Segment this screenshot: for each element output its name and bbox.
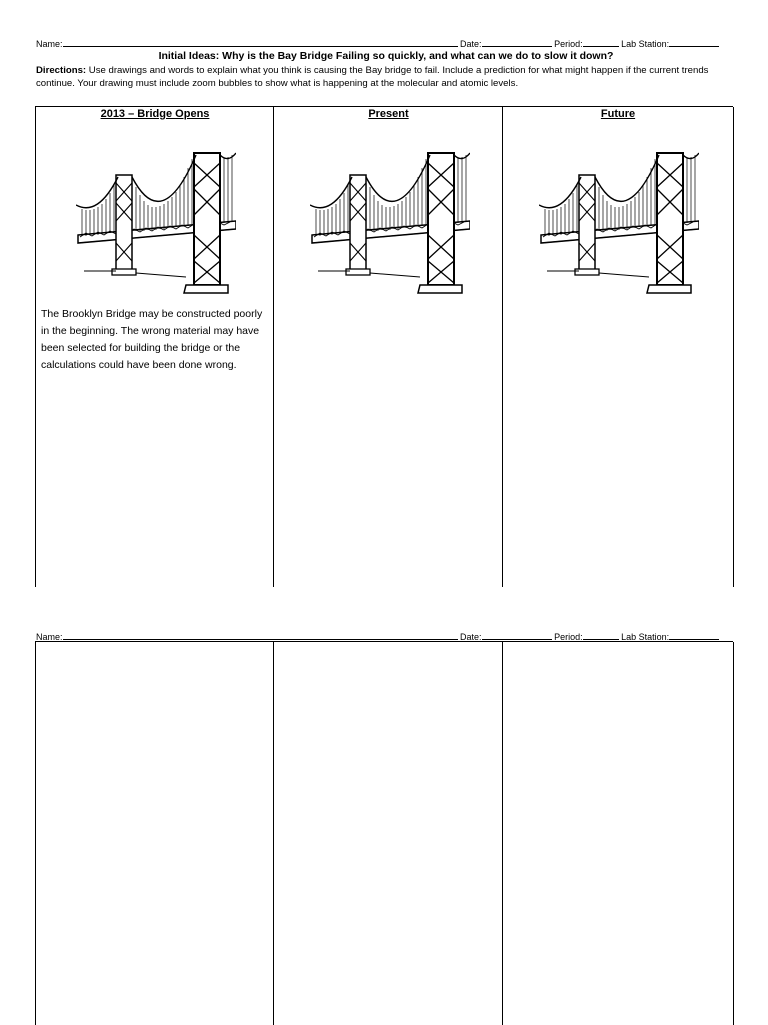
column-text-2013: The Brooklyn Bridge may be constructed poorly in the beginning. The wrong material may have been selected for building the bridge or the calculations could have been done wrong. [41, 308, 263, 371]
suspension-bridge-icon [76, 143, 236, 295]
suspension-bridge-icon [310, 143, 470, 295]
name-field[interactable] [63, 37, 458, 47]
date-label: Date: [460, 632, 482, 642]
lab-station-label: Lab Station: [621, 39, 670, 49]
period-field[interactable] [583, 630, 619, 640]
column-heading-future: Future [600, 108, 636, 120]
date-field[interactable] [482, 630, 552, 640]
column-heading-present: Present [368, 108, 409, 120]
period-label: Period: [554, 632, 583, 642]
period-field[interactable] [583, 37, 619, 47]
page-title: Initial Ideas: Why is the Bay Bridge Failing so quickly, and what can we do to slow it down? [158, 50, 614, 62]
column-future [502, 107, 734, 587]
name-field[interactable] [63, 630, 458, 640]
column-future-continued [502, 642, 734, 1025]
name-label: Name: [36, 632, 63, 642]
column-2013-continued [35, 642, 274, 1025]
period-label: Period: [554, 39, 583, 49]
lab-station-label: Lab Station: [621, 632, 670, 642]
lab-station-field[interactable] [669, 37, 719, 47]
directions-label: Directions: [36, 65, 87, 76]
column-heading-2013: 2013 – Bridge Opens [100, 108, 210, 120]
name-label: Name: [36, 39, 63, 49]
suspension-bridge-icon [539, 143, 699, 295]
directions-text: Use drawings and words to explain what you think is causing the Bay bridge to fail. Include a prediction for what might happen if the current trends continue. Your drawing must include zoom bubbles to show what is happening at the molecular and atomic levels. [36, 65, 709, 89]
column-present-continued [273, 642, 503, 1025]
column-present [273, 107, 503, 587]
date-label: Date: [460, 39, 482, 49]
date-field[interactable] [482, 37, 552, 47]
header-row-1 [36, 37, 719, 49]
lab-station-field[interactable] [669, 630, 719, 640]
directions [36, 64, 736, 90]
response-grid-2 [35, 641, 733, 1025]
response-grid-1 [35, 106, 733, 587]
column-2013 [35, 107, 274, 587]
